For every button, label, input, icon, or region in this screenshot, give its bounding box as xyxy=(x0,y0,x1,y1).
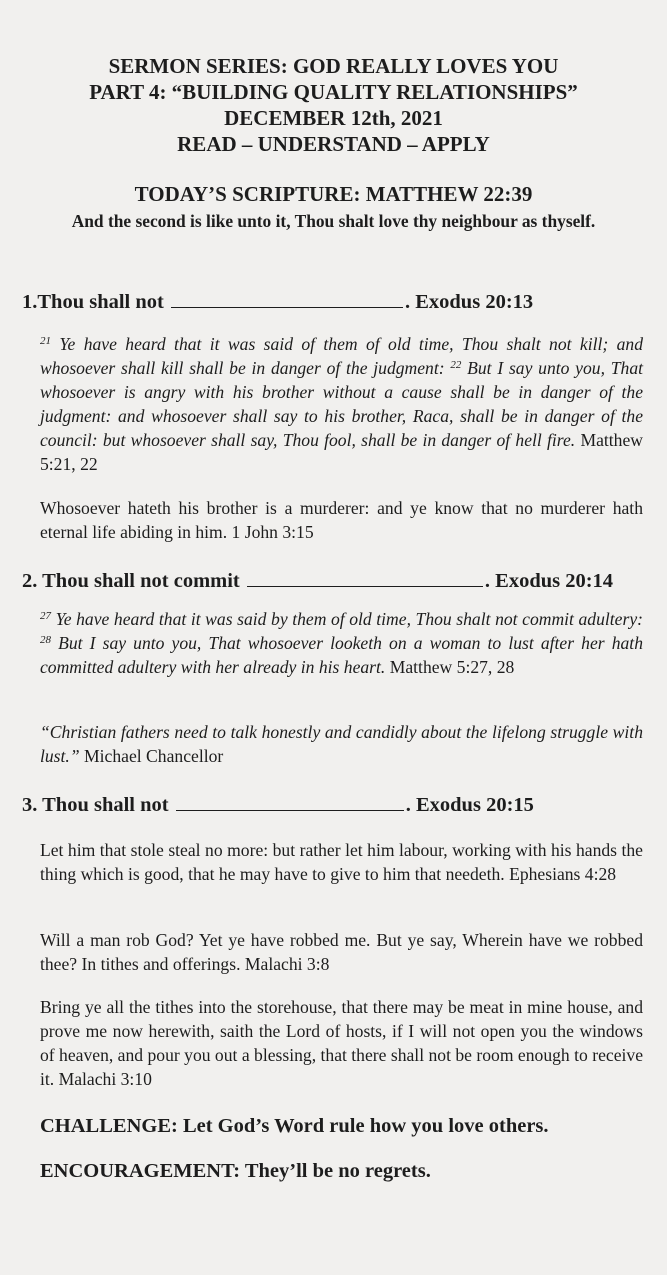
verse-text: But I say unto you, That whosoever is angry with his brother without a cause shall be in danger of the judgment: and whosoever shall say to his brother, Raca, shall be in danger of the council: but whosoever shall say, Thou fool, shall be in danger of hell fire. xyxy=(40,358,644,450)
passage-reference: Matthew 5:21, 22 xyxy=(40,430,643,474)
verse-text: Ye have heard that it was said of them of old time, Thou shalt not kill; and whosoever shall kill shall be in danger of the judgment: xyxy=(40,334,643,378)
point-3-heading xyxy=(22,792,534,818)
point-2-heading xyxy=(22,568,613,594)
point-1-prefix: 1.Thou shall not xyxy=(22,291,164,313)
series-title: SERMON SERIES: GOD REALLY LOVES YOU xyxy=(108,54,559,78)
point-3-blank xyxy=(176,792,404,811)
point-3-passage-2: Will a man rob God? Yet ye have robbed me. But ye say, Wherein have we robbed thee? In tithes and offerings. Malachi 3:8 xyxy=(40,930,643,974)
point-2-passage-1 xyxy=(40,607,643,679)
verse-number: 21 xyxy=(40,335,51,347)
point-3-prefix: 3. Thou shall not xyxy=(22,794,169,816)
point-1-blank xyxy=(171,289,403,308)
point-3-passage-1: Let him that stole steal no more: but rather let him labour, working with his hands the thing which is good, that he may have to give to him that needeth. Ephesians 4:28 xyxy=(40,840,643,884)
point-1-passage-1 xyxy=(40,332,643,476)
verse-number: 28 xyxy=(40,634,51,646)
point-1-reference: . Exodus 20:13 xyxy=(404,291,534,313)
quote-text: “Christian fathers need to talk honestly and candidly about the lifelong struggle with lust.” xyxy=(40,722,643,766)
part-title: PART 4: “BUILDING QUALITY RELATIONSHIPS” xyxy=(89,80,578,104)
motto: READ – UNDERSTAND – APPLY xyxy=(177,132,490,156)
verse-number: 27 xyxy=(40,610,51,622)
point-1-heading xyxy=(22,289,533,315)
sermon-header xyxy=(0,53,667,157)
scripture-text: And the second is like unto it, Thou shalt love thy neighbour as thyself. xyxy=(71,211,596,231)
point-1-passage-2: Whosoever hateth his brother is a murderer: and ye know that no murderer hath eternal life abiding in him. 1 John 3:15 xyxy=(40,498,643,542)
verse-text: But I say unto you, That whosoever looketh on a woman to lust after her hath committed adultery with her already in his heart. xyxy=(40,633,643,677)
passage-reference: Matthew 5:27, 28 xyxy=(389,657,515,677)
verse-text: Ye have heard that it was said by them of old time, Thou shalt not commit adultery: xyxy=(55,609,643,629)
encouragement: ENCOURAGEMENT: They’ll be no regrets. xyxy=(40,1160,431,1182)
point-2-quote xyxy=(40,720,643,768)
quote-author: Michael Chancellor xyxy=(84,746,224,766)
point-3-reference: . Exodus 20:15 xyxy=(405,794,534,816)
point-2-reference: . Exodus 20:14 xyxy=(484,570,614,592)
verse-number: 22 xyxy=(450,359,462,371)
scripture-title: TODAY’S SCRIPTURE: MATTHEW 22:39 xyxy=(134,182,533,206)
sermon-date: DECEMBER 12th, 2021 xyxy=(224,106,443,130)
point-2-blank xyxy=(247,568,483,587)
challenge: CHALLENGE: Let God’s Word rule how you love others. xyxy=(40,1115,549,1137)
point-3-passage-3: Bring ye all the tithes into the storehouse, that there may be meat in mine house, and prove me now herewith, saith the Lord of hosts, if I will not open you the windows of heaven, and pour you out a blessing, that there shall not be room enough to receive it. Malachi 3:10 xyxy=(40,997,643,1089)
point-2-prefix: 2. Thou shall not commit xyxy=(22,570,240,592)
